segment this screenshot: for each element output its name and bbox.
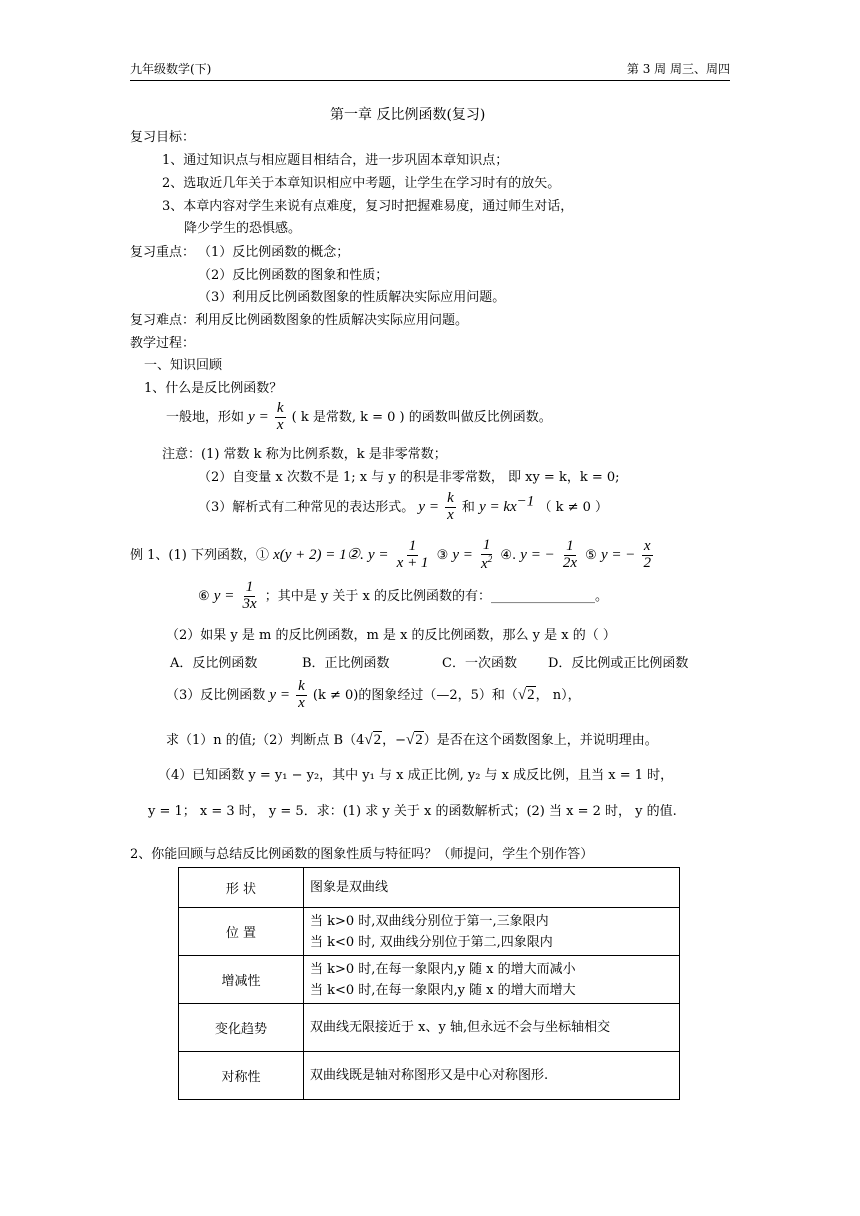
- note-3: （3）解析式有二种常见的表达形式。 y = $\frac{k}{x}$ 和 $y = kx^{-1}$ （ k ≠ 0 ）: [198, 490, 609, 523]
- definition-pre: 一般地，形如: [166, 409, 245, 425]
- header-rule: [130, 80, 730, 81]
- table-value: 双曲线无限接近于 x、y 轴,但永远不会与坐标轴相交: [304, 1004, 680, 1052]
- problem-2-option: D．反比例或正比例函数: [548, 656, 689, 671]
- key-point-item: （2）反比例函数的图象和性质；: [198, 268, 389, 283]
- problem-4-line1: （4）已知函数 y = y₁ − y₂，其中 y₁ 与 x 成正比例, y₂ 与 x 成反比例，且当 x = 1 时，: [158, 768, 674, 783]
- table-value: 图象是双曲线: [304, 868, 680, 908]
- definition-condition: ( k 是常数, k = 0 ): [291, 409, 405, 425]
- key-points-label: 复习重点：: [130, 245, 196, 260]
- goal-item: 降少学生的恐惧感。: [184, 221, 302, 236]
- definition-post: 的函数叫做反比例函数。: [408, 409, 552, 425]
- table-row: [179, 868, 680, 908]
- problem-2: （2）如果 y 是 m 的反比例函数，m 是 x 的反比例函数，那么 y 是 x 的（ ）: [166, 628, 616, 643]
- goal-item: 3、本章内容对学生来说有点难度，复习时把握难易度，通过师生对话，: [162, 199, 574, 214]
- process-label: 教学过程：: [130, 336, 196, 351]
- definition-fraction: $\frac{k}{x}$: [276, 400, 284, 433]
- note-1: 注意：(1) 常数 k 称为比例系数，k 是非零常数；: [162, 447, 447, 462]
- problem-3-line2: 求（1）n 的值;（2）判断点 B（4√2，−√2）是否在这个函数图象上，并说明理由。: [166, 732, 658, 748]
- key-point-item: （1）反比例函数的概念；: [198, 245, 350, 260]
- definition-line: [166, 401, 552, 434]
- table-value: 当 k>0 时,双曲线分别位于第一,三象限内 当 k<0 时, 双曲线分别位于第二,四象限内: [304, 908, 680, 956]
- problem-4-line2: y = 1； x = 3 时， y = 5．求：(1) 求 y 关于 x 的函数解析式；(2) 当 x = 2 时， y 的值.: [148, 804, 677, 819]
- problem-3: （3）反比例函数 y = $\frac{k}{x}$ (k ≠ 0)的图象经过（—2，5）和（√2， n），: [166, 678, 581, 711]
- goal-item: 2、选取近几年关于本章知识相应中考题，让学生在学习时有的放矢。: [162, 176, 561, 191]
- difficulty: 复习难点：利用反比例函数图象的性质解决实际应用问题。: [130, 313, 469, 328]
- table-key: 对称性: [179, 1052, 304, 1100]
- header-right: 第 3 周 周三、周四: [626, 62, 730, 76]
- question-2: 2、你能回顾与总结反比例函数的图象性质与特征吗？（师提问，学生个别作答）: [130, 847, 594, 862]
- table-key: 增减性: [179, 956, 304, 1004]
- goal-item: 1、通过知识点与相应题目相结合，进一步巩固本章知识点；: [162, 153, 509, 168]
- table-key: 位 置: [179, 908, 304, 956]
- problem-2-option: A．反比例函数: [170, 656, 258, 671]
- table-value: 当 k>0 时,在每一象限内,y 随 x 的增大而减小 当 k<0 时,在每一象限内,y 随 x 的增大而增大: [304, 956, 680, 1004]
- properties-table: [178, 867, 680, 1100]
- page-title: 第一章 反比例函数(复习): [330, 107, 486, 123]
- problem-2-option: C．一次函数: [442, 656, 517, 671]
- table-row: [179, 908, 680, 956]
- table-row: [179, 956, 680, 1004]
- example-1-functions: 例 1、(1) 下列函数，① x(y + 2) = 1②. y = $\frac{1}{x + 1}$ ③ y = $\frac{1}{x^2}$ ④. y = − $\frac{1}{2x}$ ⑤ y = − $\frac{x}{2}$: [130, 537, 651, 572]
- section-heading: 一、知识回顾: [144, 358, 223, 373]
- example-1-item6: ⑥ y = $\frac{1}{3x}$ ；其中是 y 关于 x 的反比例函数的有：________________。: [198, 579, 608, 612]
- note-2: （2）自变量 x 次数不是 1; x 与 y 的积是非零常数， 即 xy = k，k = 0;: [198, 470, 620, 485]
- table-key: 变化趋势: [179, 1004, 304, 1052]
- goals-label: 复习目标：: [130, 130, 196, 145]
- table-row: [179, 1004, 680, 1052]
- question-1: 1、什么是反比例函数？: [144, 381, 283, 396]
- definition-lhs: y =: [248, 408, 269, 425]
- table-value: 双曲线既是轴对称图形又是中心对称图形.: [304, 1052, 680, 1100]
- key-point-item: （3）利用反比例函数图象的性质解决实际应用问题。: [198, 290, 506, 305]
- table-row: [179, 1052, 680, 1100]
- header-left: 九年级数学(下): [130, 62, 212, 76]
- problem-2-option: B．正比例函数: [302, 656, 390, 671]
- table-key: 形 状: [179, 868, 304, 908]
